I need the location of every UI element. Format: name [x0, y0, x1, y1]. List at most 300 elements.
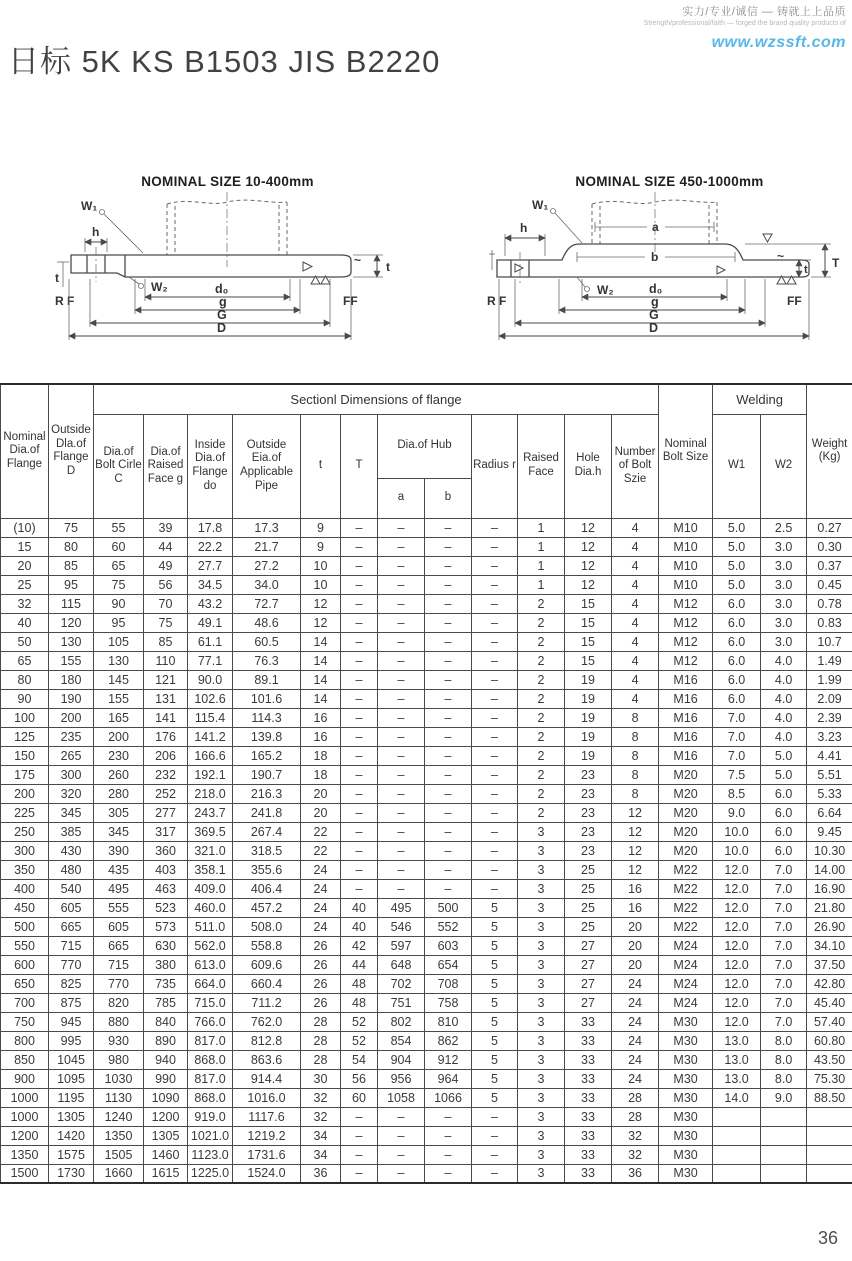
table-cell: M16 — [659, 670, 713, 689]
table-cell: – — [378, 1126, 425, 1145]
table-cell: 200 — [1, 784, 49, 803]
table-cell: 48.6 — [233, 613, 301, 632]
table-cell: – — [341, 594, 378, 613]
table-cell: 20 — [1, 556, 49, 575]
table-header — [1, 384, 852, 518]
table-cell: 500 — [425, 898, 472, 917]
table-row — [1, 822, 852, 841]
table-cell: 9.45 — [807, 822, 852, 841]
table-cell: 32 — [301, 1088, 341, 1107]
table-cell: 52 — [341, 1012, 378, 1031]
table-cell: 9 — [301, 518, 341, 537]
table-cell: 10.0 — [713, 822, 761, 841]
table-cell: 10.30 — [807, 841, 852, 860]
table-cell: 995 — [49, 1031, 94, 1050]
table-cell: – — [378, 708, 425, 727]
table-cell: 12 — [612, 860, 659, 879]
col-header-hub-b: b — [425, 478, 472, 518]
table-row — [1, 727, 852, 746]
table-cell: – — [425, 822, 472, 841]
table-cell: 7.0 — [761, 955, 807, 974]
table-cell: 165.2 — [233, 746, 301, 765]
table-cell: 10 — [301, 575, 341, 594]
table-cell: – — [425, 879, 472, 898]
table-cell: 1219.2 — [233, 1126, 301, 1145]
table-cell: 23 — [565, 822, 612, 841]
table-cell — [761, 1164, 807, 1183]
table-cell: – — [378, 765, 425, 784]
table-cell: 1.99 — [807, 670, 852, 689]
table-cell: 7.0 — [761, 936, 807, 955]
table-cell: 5 — [472, 1069, 518, 1088]
table-cell: 3.23 — [807, 727, 852, 746]
table-cell: 26 — [301, 974, 341, 993]
table-cell: 27.2 — [233, 556, 301, 575]
table-cell: 540 — [49, 879, 94, 898]
table-cell: 25 — [565, 860, 612, 879]
table-cell: M30 — [659, 1031, 713, 1050]
table-cell: 23 — [565, 803, 612, 822]
table-cell: 12 — [301, 613, 341, 632]
table-cell: 20 — [612, 917, 659, 936]
table-cell: 12 — [565, 556, 612, 575]
table-cell: 6.0 — [761, 803, 807, 822]
table-row — [1, 708, 852, 727]
table-cell: 550 — [1, 936, 49, 955]
table-cell: – — [425, 860, 472, 879]
table-cell: – — [472, 860, 518, 879]
table-cell: 44 — [341, 955, 378, 974]
col-header-inside-dia: Inside Dia.of Flange do — [188, 414, 233, 518]
table-cell — [807, 1126, 852, 1145]
label-G: G — [649, 308, 659, 322]
table-cell: 1660 — [94, 1164, 144, 1183]
table-cell: 12.0 — [713, 860, 761, 879]
table-cell: 5 — [472, 993, 518, 1012]
table-cell: 460.0 — [188, 898, 233, 917]
table-cell: 511.0 — [188, 917, 233, 936]
table-cell: – — [425, 803, 472, 822]
table-row — [1, 784, 852, 803]
table-cell: 495 — [94, 879, 144, 898]
table-cell: 2 — [518, 746, 565, 765]
table-cell: M30 — [659, 1088, 713, 1107]
table-cell: – — [425, 784, 472, 803]
label-w1: W₁ — [81, 199, 98, 213]
table-cell: 409.0 — [188, 879, 233, 898]
table-cell: 7.0 — [761, 860, 807, 879]
table-cell: – — [472, 1126, 518, 1145]
table-cell: 13.0 — [713, 1069, 761, 1088]
label-w2: W₂ — [597, 283, 614, 297]
table-cell: 3 — [518, 1107, 565, 1126]
table-cell: 27 — [565, 974, 612, 993]
table-cell: – — [425, 556, 472, 575]
table-cell: 17.8 — [188, 518, 233, 537]
col-header-radius-r: Radius r — [472, 414, 518, 518]
table-cell: 85 — [49, 556, 94, 575]
table-cell: 28 — [612, 1107, 659, 1126]
table-cell: 16 — [301, 727, 341, 746]
table-cell: 820 — [94, 993, 144, 1012]
col-header-weight: Weight (Kg) — [807, 384, 852, 518]
flange-dimension-table — [0, 383, 852, 1184]
table-cell: 900 — [1, 1069, 49, 1088]
table-cell: 180 — [49, 670, 94, 689]
table-row — [1, 974, 852, 993]
table-cell: 1016.0 — [233, 1088, 301, 1107]
table-cell: 800 — [1, 1031, 49, 1050]
brand-website: www.wzssft.com — [711, 34, 846, 51]
table-cell: 12 — [565, 575, 612, 594]
table-cell: 24 — [612, 1012, 659, 1031]
table-row — [1, 955, 852, 974]
table-cell: – — [341, 746, 378, 765]
table-row — [1, 575, 852, 594]
diagram-small-sizes — [55, 174, 400, 360]
table-cell: 5.0 — [713, 518, 761, 537]
table-cell: 34.10 — [807, 936, 852, 955]
table-row — [1, 1031, 852, 1050]
table-cell: – — [472, 822, 518, 841]
table-cell: 12.0 — [713, 1012, 761, 1031]
col-header-hole-dia: Hole Dia.h — [565, 414, 612, 518]
table-cell: 14.00 — [807, 860, 852, 879]
table-cell: – — [341, 1107, 378, 1126]
table-cell: – — [378, 1107, 425, 1126]
table-cell: 785 — [144, 993, 188, 1012]
page-number: 36 — [817, 1228, 838, 1248]
table-cell: – — [472, 803, 518, 822]
table-cell: 32 — [612, 1126, 659, 1145]
table-cell: – — [378, 727, 425, 746]
table-cell: – — [425, 841, 472, 860]
table-cell: 6.64 — [807, 803, 852, 822]
table-cell: 14 — [301, 670, 341, 689]
flange-section-drawing-large — [487, 192, 852, 360]
table-cell: 232 — [144, 765, 188, 784]
table-cell: 30 — [301, 1069, 341, 1088]
table-cell: 5.0 — [761, 746, 807, 765]
table-cell: 700 — [1, 993, 49, 1012]
table-cell: 817.0 — [188, 1031, 233, 1050]
table-cell: 758 — [425, 993, 472, 1012]
table-cell: 350 — [1, 860, 49, 879]
table-cell: 1123.0 — [188, 1145, 233, 1164]
table-cell: 355.6 — [233, 860, 301, 879]
table-cell: 523 — [144, 898, 188, 917]
table-cell: 141 — [144, 708, 188, 727]
table-cell: – — [425, 1145, 472, 1164]
table-cell: 24 — [612, 1069, 659, 1088]
table-cell: 2 — [518, 670, 565, 689]
table-cell: M12 — [659, 651, 713, 670]
table-cell: 802 — [378, 1012, 425, 1031]
table-cell: 12.0 — [713, 898, 761, 917]
table-cell: 5.51 — [807, 765, 852, 784]
col-header-bolt-circle: Dia.of Bolt Cirle C — [94, 414, 144, 518]
table-cell: 4 — [612, 651, 659, 670]
table-cell: – — [425, 1164, 472, 1183]
table-cell: 19 — [565, 727, 612, 746]
table-cell: 15 — [565, 594, 612, 613]
table-cell: 90 — [1, 689, 49, 708]
table-cell: 20 — [612, 936, 659, 955]
table-cell: 300 — [1, 841, 49, 860]
table-cell: – — [378, 746, 425, 765]
table-cell: 6.0 — [713, 651, 761, 670]
table-cell: 5.0 — [761, 765, 807, 784]
table-cell: – — [378, 670, 425, 689]
table-cell: 3 — [518, 1031, 565, 1050]
table-row — [1, 1069, 852, 1088]
table-row — [1, 898, 852, 917]
table-cell: – — [378, 537, 425, 556]
table-cell: 24 — [301, 860, 341, 879]
table-cell: 558.8 — [233, 936, 301, 955]
table-cell: 37.50 — [807, 955, 852, 974]
table-cell: 28 — [612, 1088, 659, 1107]
table-cell — [761, 1126, 807, 1145]
table-row — [1, 651, 852, 670]
table-cell: – — [472, 537, 518, 556]
table-cell: 868.0 — [188, 1050, 233, 1069]
table-cell: 192.1 — [188, 765, 233, 784]
table-cell: 40 — [341, 917, 378, 936]
table-cell: 8.0 — [761, 1050, 807, 1069]
table-cell: M16 — [659, 689, 713, 708]
table-cell: 345 — [49, 803, 94, 822]
table-cell: – — [378, 1145, 425, 1164]
table-cell: 25 — [565, 917, 612, 936]
table-cell: 60 — [94, 537, 144, 556]
table-cell: 7.0 — [761, 898, 807, 917]
table-cell: 18 — [301, 765, 341, 784]
table-cell: 1030 — [94, 1069, 144, 1088]
table-cell: 2 — [518, 689, 565, 708]
table-cell: 840 — [144, 1012, 188, 1031]
table-cell: 27 — [565, 936, 612, 955]
table-cell: 430 — [49, 841, 94, 860]
table-cell — [761, 1107, 807, 1126]
table-cell: 825 — [49, 974, 94, 993]
table-cell: 2 — [518, 803, 565, 822]
table-cell: 277 — [144, 803, 188, 822]
table-cell: M16 — [659, 708, 713, 727]
table-cell: 36 — [612, 1164, 659, 1183]
table-cell: 80 — [1, 670, 49, 689]
table-cell: – — [425, 670, 472, 689]
table-cell: M24 — [659, 955, 713, 974]
table-cell: 4 — [612, 556, 659, 575]
table-cell: 34 — [301, 1145, 341, 1164]
table-cell: 850 — [1, 1050, 49, 1069]
table-cell: 9 — [301, 537, 341, 556]
table-cell: 1130 — [94, 1088, 144, 1107]
page-title: 日标 5K KS B1503 JIS B2220 — [8, 44, 441, 79]
table-cell: M22 — [659, 898, 713, 917]
table-cell: 102.6 — [188, 689, 233, 708]
table-cell: 5 — [472, 1031, 518, 1050]
table-cell: 43.2 — [188, 594, 233, 613]
table-cell: 3 — [518, 1069, 565, 1088]
table-cell: 4.0 — [761, 727, 807, 746]
table-cell: 863.6 — [233, 1050, 301, 1069]
table-cell: 0.45 — [807, 575, 852, 594]
label-ff: FF — [787, 294, 802, 308]
table-cell: 880 — [94, 1012, 144, 1031]
table-cell: – — [341, 556, 378, 575]
table-cell: 300 — [49, 765, 94, 784]
table-row — [1, 765, 852, 784]
table-cell — [713, 1107, 761, 1126]
table-cell: 28 — [301, 1031, 341, 1050]
table-cell: 12.0 — [713, 879, 761, 898]
table-cell — [713, 1126, 761, 1145]
table-cell: 1066 — [425, 1088, 472, 1107]
table-cell: 8.0 — [761, 1069, 807, 1088]
table-cell: 708 — [425, 974, 472, 993]
table-cell: – — [472, 670, 518, 689]
diagram-left-title: NOMINAL SIZE 10-400mm — [141, 174, 314, 189]
table-cell: M12 — [659, 594, 713, 613]
table-cell: 76.3 — [233, 651, 301, 670]
table-cell: 24 — [301, 898, 341, 917]
table-cell: M24 — [659, 936, 713, 955]
table-cell: 23 — [565, 765, 612, 784]
table-cell: 12 — [612, 822, 659, 841]
table-cell: 17.3 — [233, 518, 301, 537]
table-cell: 12 — [565, 518, 612, 537]
col-header-w2: W2 — [761, 414, 807, 518]
table-cell: 3 — [518, 1050, 565, 1069]
table-cell: – — [425, 708, 472, 727]
col-header-num-bolt: Number of Bolt Szie — [612, 414, 659, 518]
label-w1: W₁ — [532, 198, 549, 212]
table-cell: 10.7 — [807, 632, 852, 651]
table-row — [1, 613, 852, 632]
table-cell: – — [472, 518, 518, 537]
table-cell: 0.78 — [807, 594, 852, 613]
table-cell: 33 — [565, 1012, 612, 1031]
table-cell: M30 — [659, 1145, 713, 1164]
table-cell: 34.5 — [188, 575, 233, 594]
table-cell: 13.0 — [713, 1031, 761, 1050]
table-cell: 605 — [49, 898, 94, 917]
table-cell: 1045 — [49, 1050, 94, 1069]
table-cell: – — [472, 784, 518, 803]
table-cell: 3 — [518, 1126, 565, 1145]
table-cell: 2 — [518, 613, 565, 632]
table-cell: 990 — [144, 1069, 188, 1088]
table-cell: 15 — [565, 651, 612, 670]
table-cell: 34.0 — [233, 575, 301, 594]
table-cell: 3 — [518, 1164, 565, 1183]
table-cell: 166.6 — [188, 746, 233, 765]
table-cell: – — [472, 689, 518, 708]
table-cell: 243.7 — [188, 803, 233, 822]
table-cell: 33 — [565, 1164, 612, 1183]
table-cell: 42.80 — [807, 974, 852, 993]
table-cell: – — [378, 556, 425, 575]
table-cell: 12.0 — [713, 917, 761, 936]
table-cell: – — [378, 575, 425, 594]
table-cell: 5 — [472, 917, 518, 936]
table-cell: 573 — [144, 917, 188, 936]
table-cell: – — [425, 651, 472, 670]
table-cell: 252 — [144, 784, 188, 803]
table-cell: – — [341, 1145, 378, 1164]
table-cell: 890 — [144, 1031, 188, 1050]
table-cell: M20 — [659, 822, 713, 841]
table-cell: 1195 — [49, 1088, 94, 1107]
table-cell: M12 — [659, 613, 713, 632]
table-cell: 495 — [378, 898, 425, 917]
table-cell: 321.0 — [188, 841, 233, 860]
table-cell: 235 — [49, 727, 94, 746]
table-cell: 810 — [425, 1012, 472, 1031]
table-row — [1, 689, 852, 708]
table-cell: 5 — [472, 936, 518, 955]
table-cell: 33 — [565, 1107, 612, 1126]
table-cell: 5.0 — [713, 537, 761, 556]
table-cell: 6.0 — [761, 841, 807, 860]
table-cell: 940 — [144, 1050, 188, 1069]
table-cell: 7.0 — [761, 974, 807, 993]
table-cell: 95 — [49, 575, 94, 594]
table-cell: 7.0 — [713, 746, 761, 765]
table-cell: – — [378, 1164, 425, 1183]
table-cell: 500 — [1, 917, 49, 936]
table-cell: 3 — [518, 993, 565, 1012]
table-cell: 358.1 — [188, 860, 233, 879]
table-cell: 318.5 — [233, 841, 301, 860]
table-row — [1, 632, 852, 651]
table-cell: 48 — [341, 993, 378, 1012]
table-cell: 26 — [301, 936, 341, 955]
table-cell: 4 — [612, 537, 659, 556]
table-cell: 121 — [144, 670, 188, 689]
table-cell: 711.2 — [233, 993, 301, 1012]
brand-block — [644, 3, 846, 52]
table-cell: 762.0 — [233, 1012, 301, 1031]
table-cell: M22 — [659, 860, 713, 879]
table-cell: 600 — [1, 955, 49, 974]
table-cell: 2 — [518, 651, 565, 670]
label-a: a — [652, 220, 659, 234]
table-cell: – — [378, 651, 425, 670]
brand-tagline-cn: 实力/专业/诚信 — 铸就上上品质 — [682, 6, 846, 18]
table-cell: 0.27 — [807, 518, 852, 537]
table-cell: 562.0 — [188, 936, 233, 955]
table-cell: 770 — [49, 955, 94, 974]
table-cell: 3 — [518, 879, 565, 898]
table-row — [1, 803, 852, 822]
table-cell: 2.09 — [807, 689, 852, 708]
table-cell: 20 — [612, 955, 659, 974]
table-cell: 141.2 — [188, 727, 233, 746]
table-cell: 1305 — [49, 1107, 94, 1126]
table-cell: 1117.6 — [233, 1107, 301, 1126]
table-cell: 6.0 — [761, 822, 807, 841]
table-cell: 32 — [612, 1145, 659, 1164]
table-cell: 61.1 — [188, 632, 233, 651]
table-cell: 95 — [94, 613, 144, 632]
table-cell: 8 — [612, 746, 659, 765]
table-cell: 12.0 — [713, 993, 761, 1012]
table-cell: 715 — [49, 936, 94, 955]
table-cell: 105 — [94, 632, 144, 651]
